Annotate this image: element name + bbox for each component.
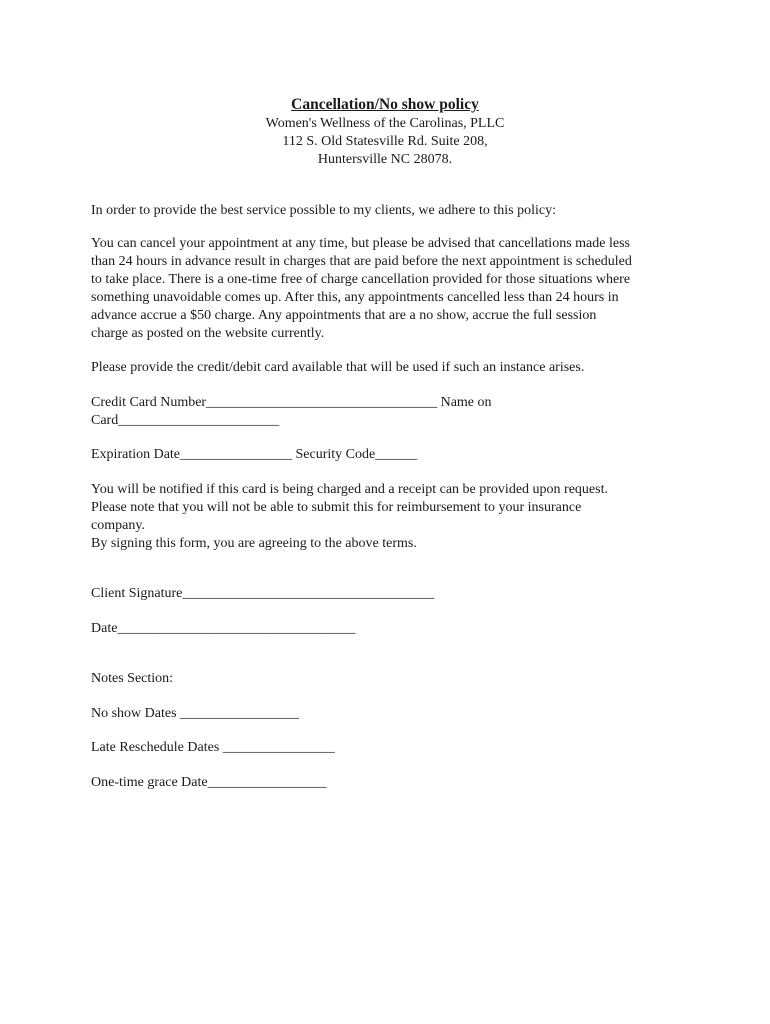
policy-line: You can cancel your appointment at any time, but please be advised that cancellations made less [91,236,630,251]
date-row [91,620,691,638]
policy-title: Cancellation/No show policy [291,96,479,113]
notes-heading [91,670,691,688]
one-time-grace-date-field[interactable]: One-time grace Date_________________ [91,775,327,790]
date-field[interactable]: Date__________________________________ [91,621,356,636]
no-show-dates-row [91,705,691,723]
expiration-security-field[interactable]: Expiration Date________________ Security Code______ [91,447,418,462]
policy-paragraph [91,235,691,343]
name-on-card-field[interactable]: Card_______________________ [91,413,280,428]
client-signature-row [91,585,691,603]
no-show-dates-field[interactable]: No show Dates _________________ [91,706,300,721]
notice-line: By signing this form, you are agreeing to the above terms. [91,536,417,551]
card-prompt [91,359,691,377]
client-signature-field[interactable]: Client Signature____________________________________ [91,586,435,601]
late-reschedule-row [91,739,691,757]
policy-line: to take place. There is a one-time free of charge cancellation provided for those situations where [91,272,631,287]
policy-line: advance accrue a $50 charge. Any appointments that are a no show, accrue the full session [91,308,597,323]
address-line-2: Huntersville NC 28078. [317,152,453,167]
letterhead [0,95,770,169]
notes-heading-text: Notes Section: [91,671,174,686]
notice-line: company. [91,518,145,533]
notice-paragraph [91,481,691,553]
policy-line: charge as posted on the website currently. [91,326,325,341]
expiration-security-row [91,446,691,464]
card-prompt-text: Please provide the credit/debit card available that will be used if such an instance arises. [91,360,585,375]
address-line-1: 112 S. Old Statesville Rd. Suite 208, [282,134,488,149]
intro-paragraph [91,202,691,220]
policy-line: something unavoidable comes up. After this, any appointments cancelled less than 24 hours in [91,290,619,305]
notice-line: You will be notified if this card is being charged and a receipt can be provided upon request. [91,482,608,497]
organization-name: Women's Wellness of the Carolinas, PLLC [265,116,505,131]
late-reschedule-dates-field[interactable]: Late Reschedule Dates ________________ [91,740,335,755]
policy-line: than 24 hours in advance result in charges that are paid before the next appointment is scheduled [91,254,632,269]
notice-line: Please note that you will not be able to submit this for reimbursement to your insurance [91,500,582,515]
intro-text: In order to provide the best service possible to my clients, we adhere to this policy: [91,203,556,218]
credit-card-number-field[interactable]: Credit Card Number_________________________________ Name on [91,395,492,410]
grace-date-row [91,774,691,792]
card-fields [91,394,691,430]
